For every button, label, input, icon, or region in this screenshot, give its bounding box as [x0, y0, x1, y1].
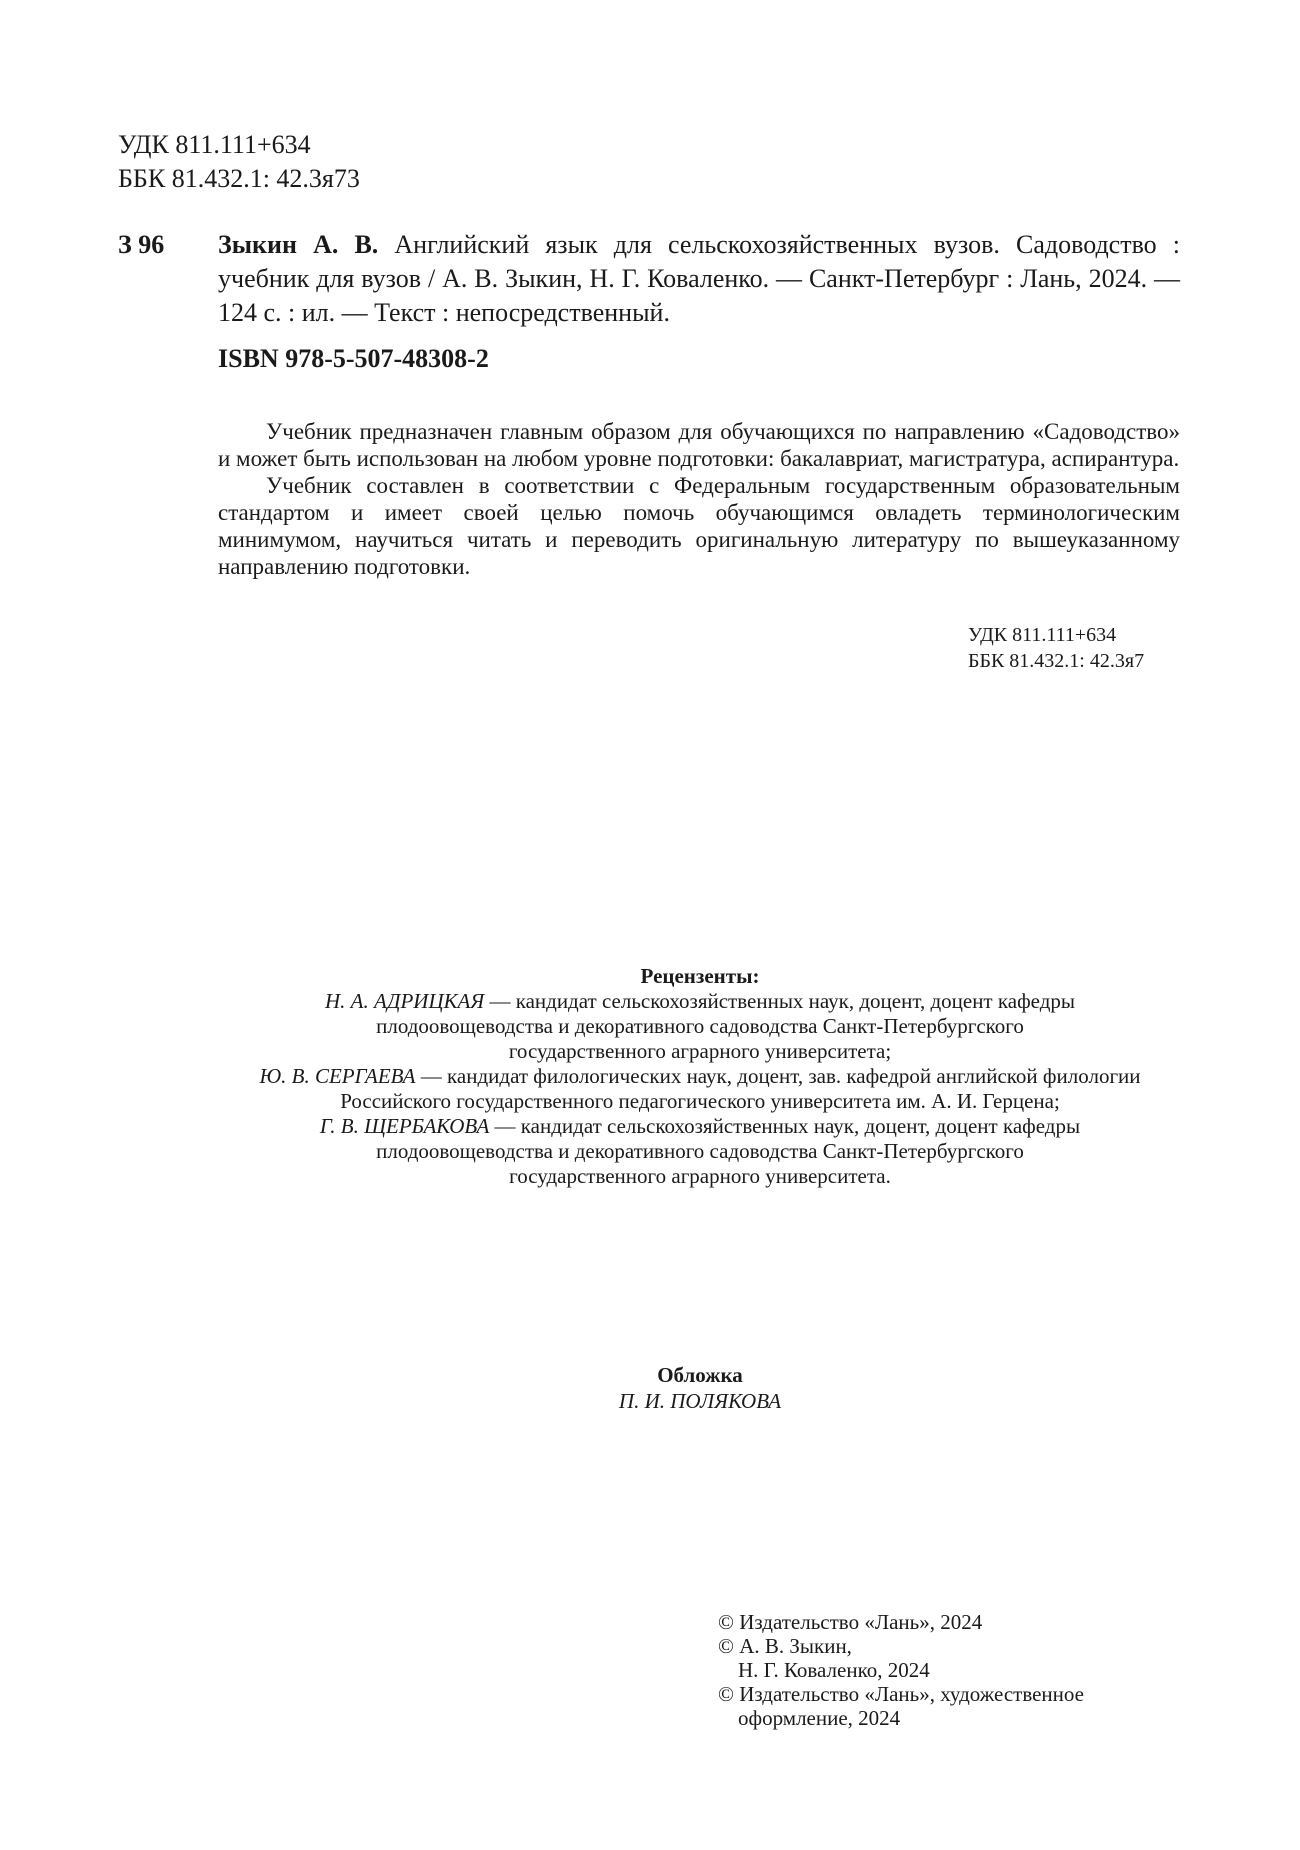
reviewers-heading: Рецензенты:: [640, 964, 760, 988]
cover-heading: Обложка: [657, 1363, 743, 1387]
udk-code: УДК 811.111+634: [118, 130, 311, 159]
isbn: ISBN 978-5-507-48308-2: [218, 344, 489, 373]
reviewer-entry: [200, 1114, 1200, 1139]
annotation-paragraph: Учебник предназначен главным образом для обучающихся по направлению «Садоводство» и может быть использован на любом уровне подготовки: бакалавриат, магистратура, аспирантура.: [218, 419, 1180, 471]
reviewer-name: Ю. В. СЕРГАЕВА: [259, 1064, 416, 1088]
reviewer-details: — кандидат сельскохозяйственных наук, доцент, доцент кафедры: [489, 1114, 1081, 1138]
reviewer-details: государственного аграрного университета.: [509, 1164, 891, 1188]
copyright-block: [718, 1610, 1084, 1730]
cover-designer: П. И. ПОЛЯКОВА: [618, 1389, 782, 1413]
copyright-line: © А. В. Зыкин,: [718, 1634, 852, 1658]
reviewer-details: — кандидат сельскохозяйственных наук, доцент, доцент кафедры: [484, 989, 1076, 1013]
record-description: Английский язык для сельскохозяйственных вузов. Садоводство : учебник для вузов / А. В. Зыкин, Н. Г. Коваленко. — Санкт-Петербург : Лань, 2024. — 124 с. : ил. — Текст : непосредственный.: [218, 230, 1180, 327]
reviewer-details: плодоовощеводства и декоративного садоводства Санкт-Петербургского: [376, 1139, 1024, 1163]
annotation: [218, 418, 1180, 580]
copyright-line: оформление, 2024: [738, 1706, 901, 1730]
copyright-line: Н. Г. Коваленко, 2024: [738, 1658, 930, 1682]
reviewer-entry: [200, 1064, 1200, 1089]
bbk-code: ББК 81.432.1: 42.3я73: [118, 164, 360, 193]
bibliographic-record: [218, 228, 1180, 330]
reviewer-details: плодоовощеводства и декоративного садоводства Санкт-Петербургского: [376, 1014, 1024, 1038]
annotation-bbk: ББК 81.432.1: 42.3я7: [968, 650, 1145, 672]
reviewer-details: Российского государственного педагогического университета им. А. И. Герцена;: [340, 1089, 1060, 1113]
reviewer-name: Г. В. ЩЕРБАКОВА: [319, 1114, 490, 1138]
reviewer-entry: [200, 989, 1200, 1014]
copyright-line: © Издательство «Лань», 2024: [718, 1610, 983, 1634]
copyright-line: © Издательство «Лань», художественное: [718, 1682, 1084, 1706]
annotation-paragraph: Учебник составлен в соответствии с Федеральным государственным образовательным стандартом и имеет своей целью помочь обучающимся овладеть терминологическим минимумом, научиться читать и переводить оригинальную литературу по вышеуказанному направлению подготовки.: [218, 473, 1180, 579]
record-author: Зыкин А. В.: [218, 230, 379, 259]
author-mark: З 96: [118, 230, 165, 259]
classification-block: [118, 128, 360, 196]
reviewer-name: Н. А. АДРИЦКАЯ: [324, 989, 485, 1013]
reviewer-details: государственного аграрного университета;: [508, 1039, 892, 1063]
annotation-udk: УДК 811.111+634: [968, 624, 1117, 646]
cover-credit: [500, 1362, 900, 1414]
annotation-classification: [968, 622, 1144, 674]
reviewer-details: — кандидат филологических наук, доцент, зав. кафедрой английской филологии: [415, 1064, 1141, 1088]
reviewers-block: [200, 964, 1200, 1189]
